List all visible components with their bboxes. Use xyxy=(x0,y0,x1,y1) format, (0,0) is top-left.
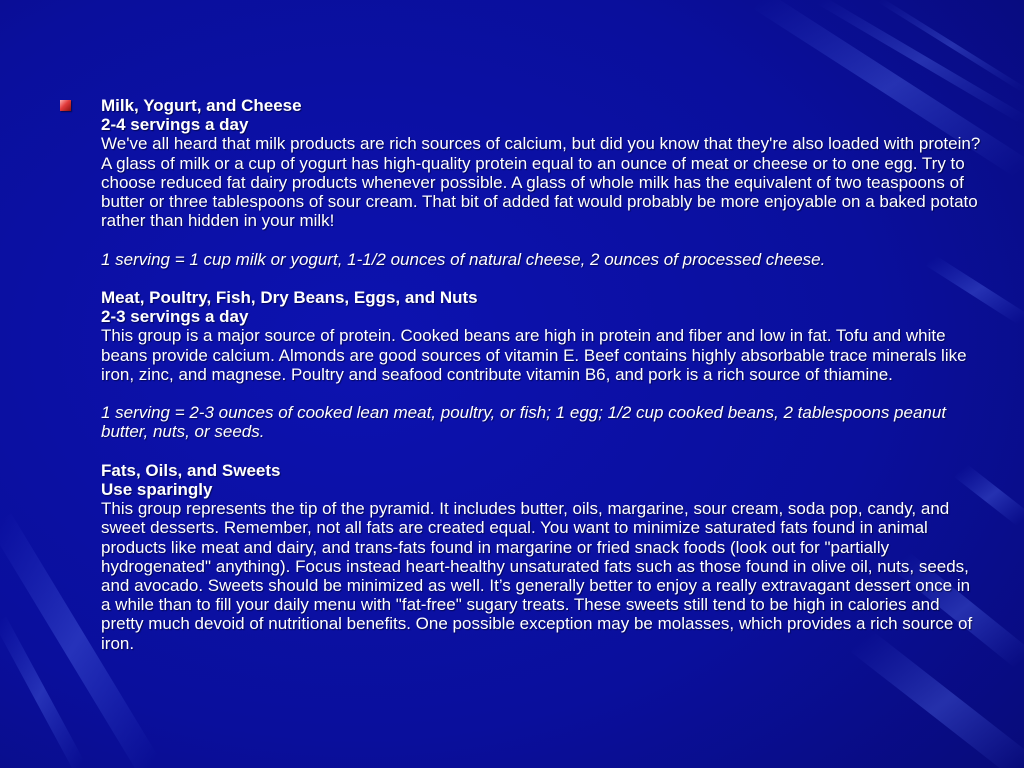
section-meat xyxy=(101,288,981,442)
section-milk xyxy=(101,96,981,269)
section-servings: 2-4 servings a day xyxy=(101,115,249,135)
section-body: We've all heard that milk products are rich sources of calcium, but did you know that they're also loaded with protein? A glass of milk or a cup of yogurt has high-quality protein equal to an ounce of meat or cheese or to one egg. Try to choose reduced fat dairy products whenever possible. A glass of whole milk has the equivalent of two teaspoons of butter or three tablespoons of sour cream. That bit of added fat would probably be more enjoyable on a baked potato rather than hidden in your milk! xyxy=(101,134,981,231)
serving-note: 1 serving = 1 cup milk or yogurt, 1-1/2 ounces of natural cheese, 2 ounces of processed cheese. xyxy=(101,249,826,269)
slide-content xyxy=(101,96,981,672)
section-body: This group represents the tip of the pyramid. It includes butter, oils, margarine, sour cream, soda pop, candy, and sweet desserts. Remember, not all fats are created equal. You want to minimize saturated fats found in animal products like meat and dairy, and trans-fats found in margarine or fried snack foods (look out for "partially hydrogenated" anything). Focus instead heart-healthy unsaturated fats such as those found in olive oil, nuts, seeds, and avocado. Sweets should be minimized as well. It’s generally better to enjoy a really extravagant dessert once in a while than to fill your daily menu with "fat-free" sugary treats. These sweets still tend to be high in calories and pretty much devoid of nutritional benefits. One possible exception may be molasses, which provides a rich source of iron. xyxy=(101,499,973,653)
serving-note: 1 serving = 2-3 ounces of cooked lean meat, poultry, or fish; 1 egg; 1/2 cup cooked beans, 2 tablespoons peanut butter, nuts, or seeds. xyxy=(101,403,947,442)
section-heading: Fats, Oils, and Sweets xyxy=(101,460,281,480)
section-heading: Milk, Yogurt, and Cheese xyxy=(101,96,302,115)
section-fats xyxy=(101,461,981,653)
section-body: This group is a major source of protein. Cooked beans are high in protein and fiber and low in fat. Tofu and white beans provide calcium. Almonds are good sources of vitamin E. Beef contains highly absorbable trace minerals like iron, zinc, and magnese. Poultry and seafood contribute vitamin B6, and pork is a rich source of thiamine. xyxy=(101,326,967,384)
section-servings: 2-3 servings a day xyxy=(101,307,249,327)
section-servings: Use sparingly xyxy=(101,480,213,499)
section-heading: Meat, Poultry, Fish, Dry Beans, Eggs, and Nuts xyxy=(101,288,478,307)
red-square-bullet-icon xyxy=(60,100,71,111)
